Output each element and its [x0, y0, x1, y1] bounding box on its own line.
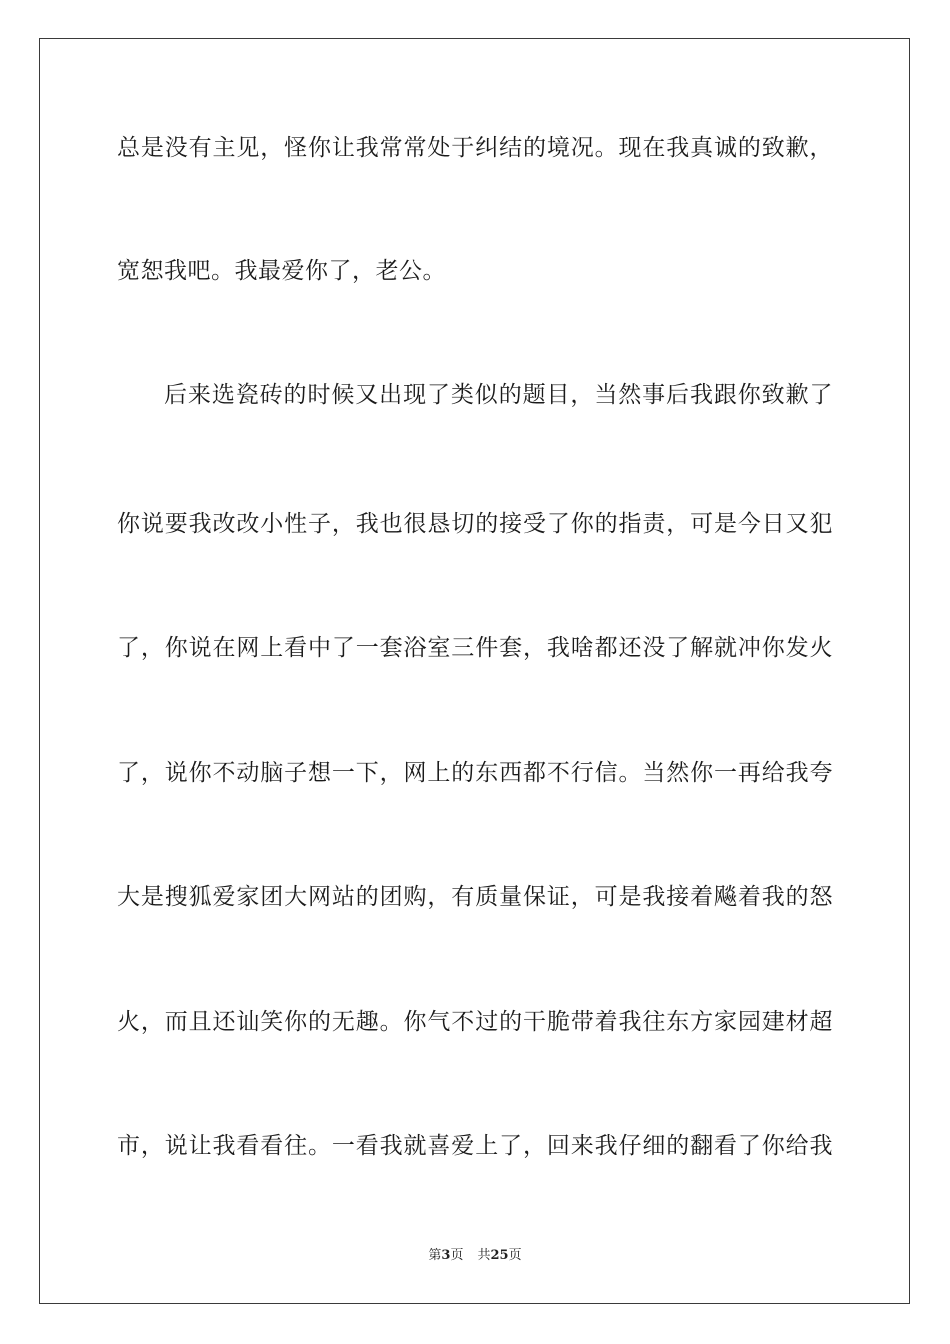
- body-text-line: 了，你说在网上看中了一套浴室三件套，我啥都还没了解就冲你发火: [117, 635, 833, 661]
- body-text-line: 市，说让我看看往。一看我就喜爱上了，回来我仔细的翻看了你给我: [117, 1133, 833, 1159]
- body-text-line: 你说要我改改小性子，我也很恳切的接受了你的指责，可是今日又犯: [117, 511, 833, 537]
- body-text-line: 宽恕我吧。我最爱你了，老公。: [117, 258, 446, 284]
- total-suffix: 页: [508, 1248, 522, 1263]
- body-text-line: 总是没有主见，怪你让我常常处于纠结的境况。现在我真诚的致歉，: [117, 135, 833, 161]
- page-footer: [0, 1247, 950, 1265]
- page-border: [39, 38, 910, 1304]
- body-text-line: 了，说你不动脑子想一下，网上的东西都不行信。当然你一再给我夸: [117, 760, 833, 786]
- page-suffix: 页: [450, 1248, 464, 1263]
- page-prefix: 第: [428, 1248, 442, 1263]
- paragraph-first-line: 后来选瓷砖的时候又出现了类似的题目，当然事后我跟你致歉了: [164, 382, 833, 408]
- current-page-number: 3: [441, 1248, 451, 1263]
- body-text-line: 大是搜狐爱家团大网站的团购，有质量保证，可是我接着飚着我的怒: [117, 884, 833, 910]
- total-page-count: 25: [490, 1248, 509, 1263]
- total-prefix: 共: [477, 1248, 491, 1263]
- body-text-line: 火，而且还讪笑你的无趣。你气不过的干脆带着我往东方家园建材超: [117, 1009, 833, 1035]
